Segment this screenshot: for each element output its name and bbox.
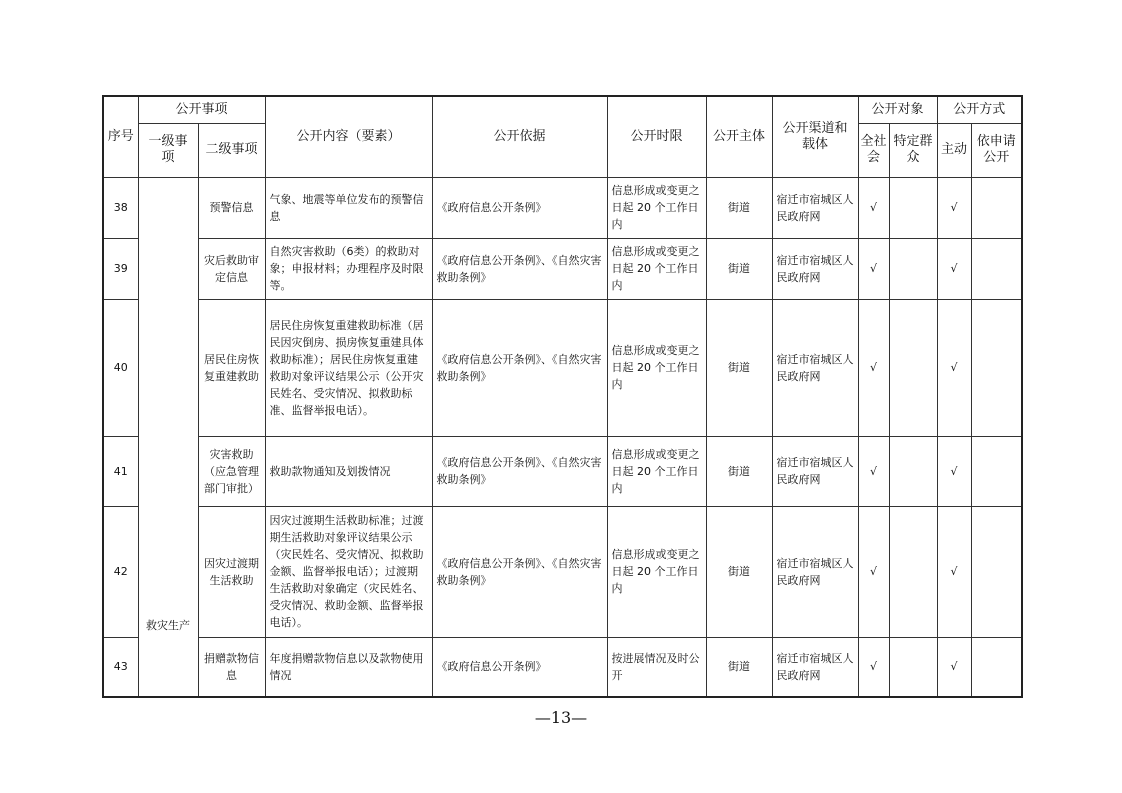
header-target: 公开对象 [858, 96, 937, 123]
active-check: √ [937, 637, 971, 697]
header-apply: 依申请公开 [971, 123, 1022, 177]
time-cell: 信息形成或变更之日起 20 个工作日内 [607, 506, 706, 637]
apply-check [971, 506, 1022, 637]
level2-item: 捐赠款物信息 [198, 637, 265, 697]
header-whole-society: 全社会 [858, 123, 889, 177]
channel-cell: 宿迁市宿城区人民政府网 [772, 238, 858, 299]
basis-cell: 《政府信息公开条例》 [432, 177, 607, 238]
basis-cell: 《政府信息公开条例》、《自然灾害救助条例》 [432, 299, 607, 436]
row-number: 41 [103, 436, 138, 506]
whole-society-check: √ [858, 238, 889, 299]
active-check: √ [937, 506, 971, 637]
specific-group-check [889, 177, 937, 238]
time-cell: 信息形成或变更之日起 20 个工作日内 [607, 177, 706, 238]
apply-check [971, 637, 1022, 697]
disclosure-table [102, 95, 1023, 698]
subject-cell: 街道 [706, 436, 772, 506]
specific-group-check [889, 299, 937, 436]
basis-cell: 《政府信息公开条例》、《自然灾害救助条例》 [432, 506, 607, 637]
row-number: 40 [103, 299, 138, 436]
basis-cell: 《政府信息公开条例》、《自然灾害救助条例》 [432, 436, 607, 506]
time-cell: 按进展情况及时公开 [607, 637, 706, 697]
content-cell: 气象、地震等单位发布的预警信息 [265, 177, 432, 238]
header-method: 公开方式 [937, 96, 1022, 123]
table-row [103, 436, 1022, 506]
time-cell: 信息形成或变更之日起 20 个工作日内 [607, 436, 706, 506]
row-number: 39 [103, 238, 138, 299]
whole-society-check: √ [858, 506, 889, 637]
whole-society-check: √ [858, 436, 889, 506]
row-number: 38 [103, 177, 138, 238]
subject-cell: 街道 [706, 506, 772, 637]
level2-item: 灾后救助审定信息 [198, 238, 265, 299]
level2-item: 因灾过渡期生活救助 [198, 506, 265, 637]
header-basis: 公开依据 [432, 96, 607, 177]
header-items: 公开事项 [138, 96, 265, 123]
table-row [103, 177, 1022, 238]
header-level2: 二级事项 [198, 123, 265, 177]
header-active: 主动 [937, 123, 971, 177]
apply-check [971, 299, 1022, 436]
content-cell: 自然灾害救助（6类）的救助对象；申报材料；办理程序及时限等。 [265, 238, 432, 299]
channel-cell: 宿迁市宿城区人民政府网 [772, 506, 858, 637]
whole-society-check: √ [858, 177, 889, 238]
active-check: √ [937, 436, 971, 506]
apply-check [971, 177, 1022, 238]
subject-cell: 街道 [706, 299, 772, 436]
header-seq: 序号 [103, 96, 138, 177]
channel-cell: 宿迁市宿城区人民政府网 [772, 436, 858, 506]
level2-item: 居民住房恢复重建救助 [198, 299, 265, 436]
specific-group-check [889, 436, 937, 506]
specific-group-check [889, 238, 937, 299]
apply-check [971, 436, 1022, 506]
content-cell: 年度捐赠款物信息以及款物使用情况 [265, 637, 432, 697]
subject-cell: 街道 [706, 238, 772, 299]
header-channel: 公开渠道和载体 [772, 96, 858, 177]
level1-item: 救灾生产 [138, 177, 198, 697]
page-number: —13— [534, 708, 588, 727]
table-row [103, 299, 1022, 436]
time-cell: 信息形成或变更之日起 20 个工作日内 [607, 238, 706, 299]
content-cell: 救助款物通知及划拨情况 [265, 436, 432, 506]
specific-group-check [889, 637, 937, 697]
subject-cell: 街道 [706, 637, 772, 697]
whole-society-check: √ [858, 299, 889, 436]
level2-item: 灾害救助（应急管理部门审批） [198, 436, 265, 506]
channel-cell: 宿迁市宿城区人民政府网 [772, 299, 858, 436]
table-row [103, 637, 1022, 697]
table-row [103, 506, 1022, 637]
row-number: 42 [103, 506, 138, 637]
active-check: √ [937, 299, 971, 436]
content-cell: 因灾过渡期生活救助标准；过渡期生活救助对象评议结果公示（灾民姓名、受灾情况、拟救助金额、监督举报电话）；过渡期生活救助对象确定（灾民姓名、受灾情况、救助金额、监督举报电话）。 [265, 506, 432, 637]
table-row [103, 238, 1022, 299]
whole-society-check: √ [858, 637, 889, 697]
level2-item: 预警信息 [198, 177, 265, 238]
active-check: √ [937, 177, 971, 238]
header-specific-group: 特定群众 [889, 123, 937, 177]
channel-cell: 宿迁市宿城区人民政府网 [772, 637, 858, 697]
specific-group-check [889, 506, 937, 637]
active-check: √ [937, 238, 971, 299]
row-number: 43 [103, 637, 138, 697]
time-cell: 信息形成或变更之日起 20 个工作日内 [607, 299, 706, 436]
basis-cell: 《政府信息公开条例》 [432, 637, 607, 697]
header-content: 公开内容（要素） [265, 96, 432, 177]
channel-cell: 宿迁市宿城区人民政府网 [772, 177, 858, 238]
header-subject: 公开主体 [706, 96, 772, 177]
content-cell: 居民住房恢复重建救助标准（居民因灾倒房、损房恢复重建具体救助标准）；居民住房恢复重建救助对象评议结果公示（公开灾民姓名、受灾情况、拟救助标准、监督举报电话）。 [265, 299, 432, 436]
apply-check [971, 238, 1022, 299]
header-level1: 一级事项 [138, 123, 198, 177]
basis-cell: 《政府信息公开条例》、《自然灾害救助条例》 [432, 238, 607, 299]
subject-cell: 街道 [706, 177, 772, 238]
header-time: 公开时限 [607, 96, 706, 177]
